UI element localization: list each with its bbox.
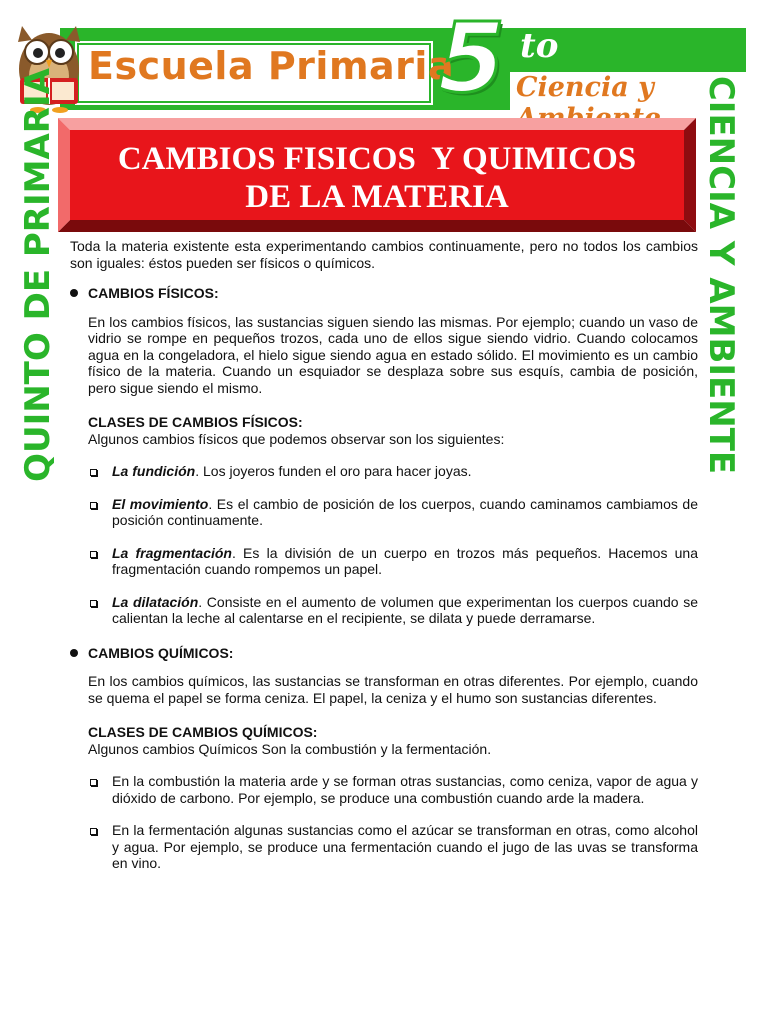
list-item-term: La fundición xyxy=(112,463,196,479)
list-item-description: . Es el cambio de posición de los cuerpos, cuando caminamos cambiamos de posición continuamente. xyxy=(112,495,699,528)
side-label-right xyxy=(698,75,744,475)
square-bullet-icon xyxy=(90,551,97,558)
list-item-description: . Los joyeros funden el oro para hacer joyas. xyxy=(195,463,472,479)
quimicos-paragraph: En los cambios químicos, las sustancias se transforman en otras diferentes. Por ejemplo, cuando se quema el papel se forma ceniza. El papel, la ceniza y el humo son sustancias diferentes. xyxy=(88,673,698,706)
quimicos-classes-heading: CLASES DE CAMBIOS QUÍMICOS: xyxy=(88,724,318,740)
bullet-dot-icon xyxy=(70,289,78,297)
list-item xyxy=(88,463,698,480)
quimicos-classes-intro: Algunos cambios Químicos Son la combustión y la fermentación. xyxy=(88,740,492,757)
list-item xyxy=(88,496,698,529)
bullet-dot-icon xyxy=(70,649,78,657)
side-label-right-text: CIENCIA Y AMBIENTE xyxy=(701,75,741,475)
section-quimicos xyxy=(88,673,698,872)
title-line-1: CAMBIOS FISICOS Y QUIMICOS xyxy=(117,141,637,177)
subject-name: Ciencia y xyxy=(516,72,654,103)
list-item xyxy=(88,594,698,627)
document-body xyxy=(70,238,698,872)
list-item-text xyxy=(112,463,698,480)
list-item-text xyxy=(112,594,698,627)
intro-paragraph: Toda la materia existente esta experimentando cambios continuamente, pero no todos los cambios son iguales: éstos pueden ser físicos o químicos. xyxy=(70,238,698,271)
square-bullet-icon xyxy=(90,600,97,607)
header-banner xyxy=(0,0,768,115)
square-bullet-icon xyxy=(90,779,97,786)
list-item-text xyxy=(112,545,698,578)
title-line-2: DE LA MATERIA xyxy=(245,179,509,215)
square-bullet-icon xyxy=(90,469,97,476)
list-item xyxy=(88,545,698,578)
side-label-left xyxy=(16,68,60,482)
list-item-description: . Consiste en el aumento de volumen que experimentan los cuerpos cuando se calientan la leche al calentarse en el recipiente, se dilata y puede derramarse. xyxy=(112,593,698,626)
fisicos-classes-heading: CLASES DE CAMBIOS FÍSICOS: xyxy=(88,414,303,430)
list-item-term: La dilatación xyxy=(112,593,199,610)
square-bullet-icon xyxy=(90,502,97,509)
list-item-term: El movimiento xyxy=(112,495,209,512)
side-label-left-text: QUINTO DE PRIMARIA xyxy=(18,68,58,482)
fisicos-paragraph: En los cambios físicos, las sustancias siguen siendo las mismas. Por ejemplo; cuando un vaso de vidrio se rompe en pequeños trozos, cada uno de ellos sigue siendo vidrio. Cuando colocamos agua en la congeladora, el hielo sigue siendo agua en estado sólido. El movimiento es un cambio físico de la materia. Cuando un esquiador se desplaza sobre sus esquís, cambia de posición, pero sigue siendo el mismo. xyxy=(88,313,698,396)
list-item-text: En la fermentación algunas sustancias como el azúcar se transforman en otras, como alcohol y agua. Por ejemplo, se produce una fermentación cuando el jugo de las uvas se transforma en vino. xyxy=(112,822,698,871)
page-title xyxy=(70,140,684,216)
list-item-text xyxy=(112,496,698,529)
list-item-term: La fragmentación xyxy=(112,544,232,561)
list-item xyxy=(88,773,698,806)
fisicos-classes-intro: Algunos cambios físicos que podemos observar son los siguientes: xyxy=(88,430,505,447)
section-heading-text: CAMBIOS QUÍMICOS: xyxy=(88,644,234,661)
list-item xyxy=(88,822,698,872)
section-heading-quimicos xyxy=(70,645,698,662)
list-item-text: En la combustión la materia arde y se forman otras sustancias, como ceniza, vapor de agua y dióxido de carbono. Por ejemplo, se produce una combustión cuando arde la madera. xyxy=(112,773,698,806)
section-fisicos xyxy=(88,314,698,627)
section-heading-text: CAMBIOS FÍSICOS: xyxy=(88,285,219,301)
square-bullet-icon xyxy=(90,828,97,835)
grade-number: 5 xyxy=(438,2,505,114)
grade-suffix: to xyxy=(520,26,559,66)
list-item-description: . Es la división de un cuerpo en trozos más pequeños. Hacemos una fragmentación cuando rompemos un papel. xyxy=(112,544,698,577)
school-name: Escuela Primaria xyxy=(88,44,455,88)
section-heading-fisicos xyxy=(70,285,698,302)
